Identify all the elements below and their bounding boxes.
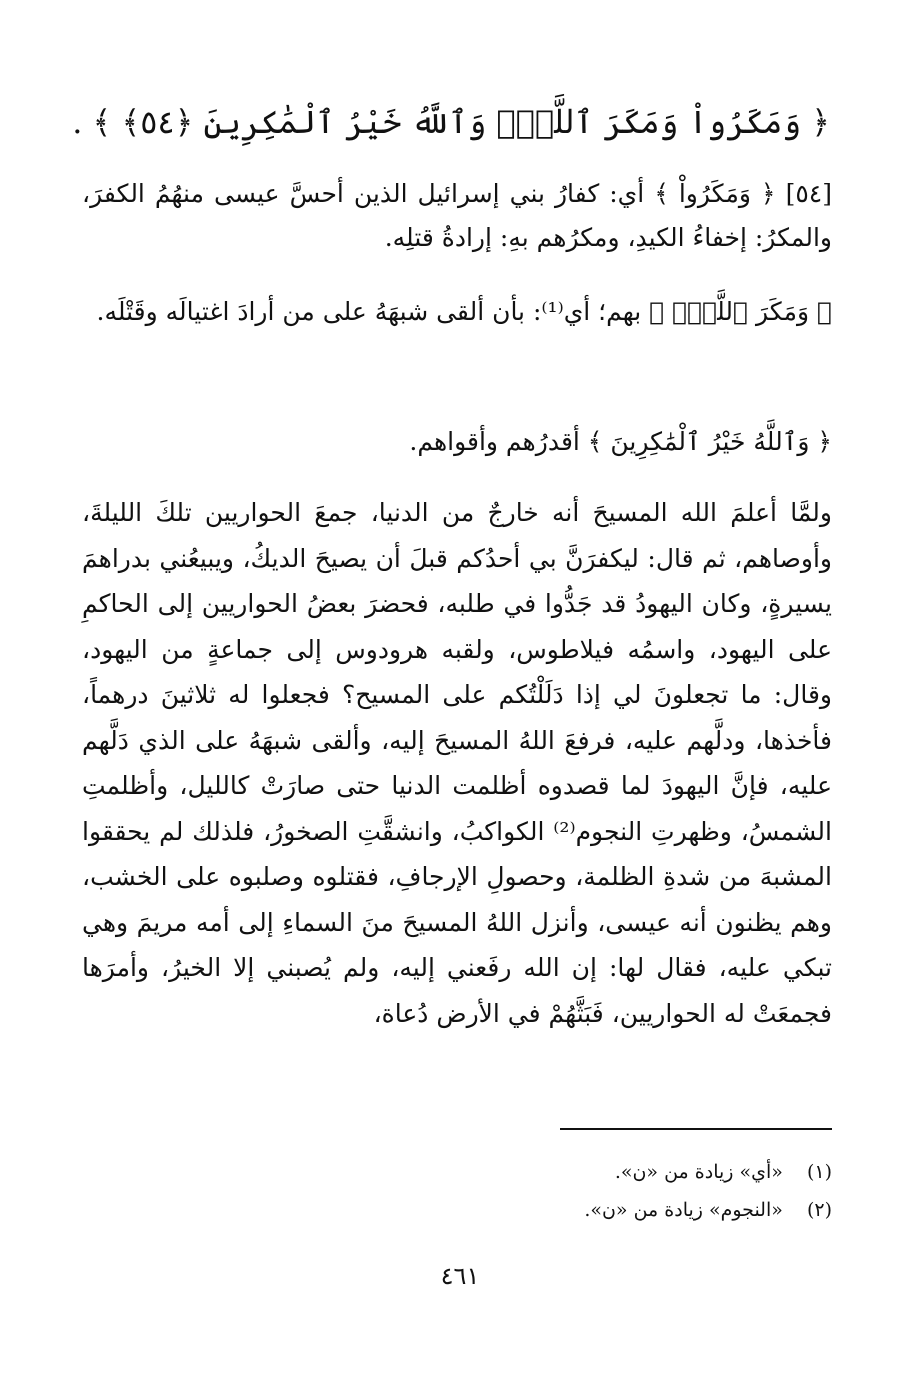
footnotes [300, 1153, 832, 1229]
verse-quote: ﴿ وَٱللَّهُ خَيْرُ ٱلْمَٰكِرِينَ ﴾ [587, 427, 832, 456]
paragraph-makr-allah [82, 290, 832, 334]
footnote-2 [300, 1191, 832, 1229]
footnote-1 [300, 1153, 832, 1191]
quran-verse-heading: ﴿ وَمَكَرُواْ وَمَكَرَ ٱللَّهُۖ وَٱللَّهُ خَيْرُ ٱلْمَٰكِرِينَ ﴿٥٤﴾ ﴾ . [72, 103, 830, 141]
footnote-divider [560, 1128, 832, 1130]
footnote-number: (١) [806, 1161, 832, 1183]
paragraph-narrative: ولمَّا أعلمَ الله المسيحَ أنه خارجٌ من الدنيا، جمعَ الحواريين تلكَ الليلةَ، وأوصاهم، ثم قال: ليكفرَنَّ بي أحدُكم قبلَ أن يصيحَ الديكُ، ويبيعُني بدراهمَ يسيرةٍ، وكان اليهودُ قد جَدُّوا في طلبه، فحضرَ بعضُ الحواريين إلى الحاكمِ على اليهود، واسمُه فيلاطوس، ولقبه هرودوس إلى جماعةٍ من اليهود، وقال: ما تجعلونَ لي إذا دَلَلْتُكم على المسيح؟ فجعلوا له ثلاثينَ درهماً، فأخذها، ودلَّهم عليه، فرفعَ اللهُ المسيحَ إليه، وألقى شبهَهُ على الذي دَلَّهم عليه، فإنَّ اليهودَ لما قصدوه أظلمت الدنيا حتى صارَتْ كالليل، وأظلمتِ الشمسُ، وظهرتِ النجوم⁽²⁾ الكواكبُ، وانشقَّتِ الصخورُ، فلذلك لم يحققوا المشبهَ من شدةِ الظلمة، وحصولِ الإرجافِ، فقتلوه وصلبوه على الخشب، وهم يظنون أنه عيسى، وأنزل اللهُ المسيحَ منَ السماءِ إلى أمه مريمَ وهي تبكي عليه، فقال لها: إن الله رفَعني إليه، ولم يُصبني إلا الخيرُ، وأمرَها فجمعَتْ له الحواريين، فَبَثَّهُمْ في الأرض دُعاة، [82, 498, 832, 1028]
commentary-text: أي: كفارُ بني إسرائيل الذين أحسَّ عيسى منهُمُ الكفرَ، والمكرُ: إخفاءُ الكيدِ، ومكرُهم بهِ: إرادةُ قتلِه. [82, 179, 832, 252]
verse-quote: ﴿ وَمَكَرَ ٱللَّهُۖ ﴾ [649, 297, 832, 326]
page-number: ٤٦١ [440, 1262, 480, 1290]
footnote-number: (٢) [806, 1199, 832, 1221]
footnote-text: «أي» زيادة من «ن». [614, 1161, 783, 1183]
footnote-text: «النجوم» زيادة من «ن». [584, 1199, 783, 1221]
commentary-text: أقدرُهم وأقواهم. [409, 427, 580, 456]
paragraph-khayr-almakirin [82, 420, 832, 464]
paragraph-verse-54 [82, 172, 832, 260]
verse-number: [٥٤] [785, 179, 832, 208]
verse-quote: ﴿ وَمَكَرُواْ ﴾ [654, 179, 776, 208]
commentary-text: بهم؛ أي⁽¹⁾: بأن ألقى شبهَهُ على من أرادَ اغتيالَه وقَتْلَه. [96, 297, 642, 326]
